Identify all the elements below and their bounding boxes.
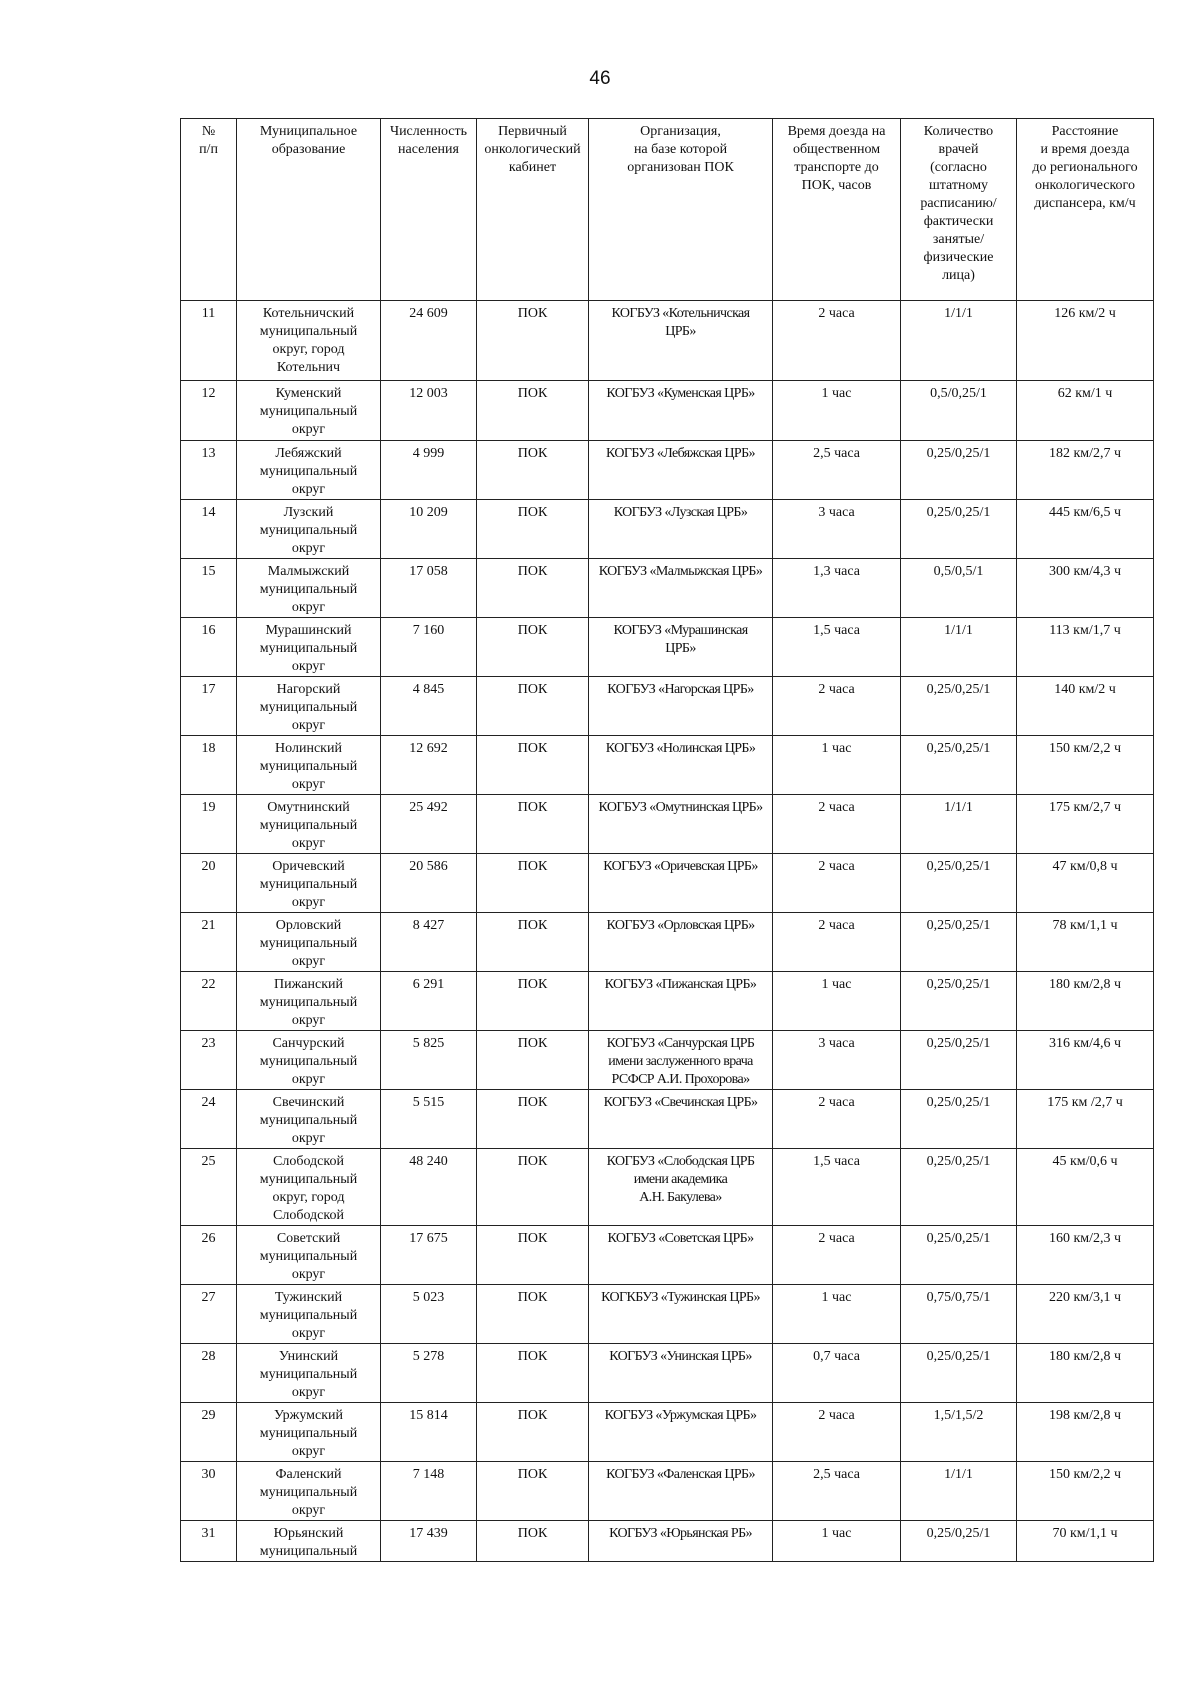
- row-num: 30: [181, 1462, 237, 1521]
- row-num: 15: [181, 559, 237, 618]
- organization-cell: КОГБУЗ «Малмыжская ЦРБ»: [589, 559, 773, 618]
- cabinet-cell: ПОК: [477, 559, 589, 618]
- cabinet-cell: ПОК: [477, 618, 589, 677]
- row-num: 18: [181, 736, 237, 795]
- doctors-cell: 0,25/0,25/1: [901, 1344, 1017, 1403]
- organization-cell: КОГБУЗ «Котельничская ЦРБ»: [589, 301, 773, 381]
- population-cell: 20 586: [381, 854, 477, 913]
- travel-time-cell: 3 часа: [773, 1031, 901, 1090]
- doctors-cell: 1/1/1: [901, 618, 1017, 677]
- row-num: 29: [181, 1403, 237, 1462]
- row-num: 17: [181, 677, 237, 736]
- organization-cell: КОГБУЗ «Свечинская ЦРБ»: [589, 1090, 773, 1149]
- organization-cell: КОГБУЗ «Фаленская ЦРБ»: [589, 1462, 773, 1521]
- row-num: 26: [181, 1226, 237, 1285]
- travel-time-cell: 1 час: [773, 381, 901, 441]
- municipality-cell: Оричевский муниципальный округ: [237, 854, 381, 913]
- table-body: [181, 301, 1154, 1562]
- travel-time-cell: 1 час: [773, 736, 901, 795]
- travel-time-cell: 1,5 часа: [773, 618, 901, 677]
- organization-cell: КОГБУЗ «Лебяжская ЦРБ»: [589, 441, 773, 500]
- distance-cell: 45 км/0,6 ч: [1017, 1149, 1154, 1226]
- distance-cell: 140 км/2 ч: [1017, 677, 1154, 736]
- distance-cell: 300 км/4,3 ч: [1017, 559, 1154, 618]
- table-row: [181, 618, 1154, 677]
- travel-time-cell: 2,5 часа: [773, 441, 901, 500]
- municipality-cell: Лебяжский муниципальный округ: [237, 441, 381, 500]
- row-num: 13: [181, 441, 237, 500]
- organization-cell: КОГБУЗ «Санчурская ЦРБ имени заслуженного врача РСФСР А.И. Прохорова»: [589, 1031, 773, 1090]
- row-num: 22: [181, 972, 237, 1031]
- distance-cell: 47 км/0,8 ч: [1017, 854, 1154, 913]
- population-cell: 4 999: [381, 441, 477, 500]
- table-row: [181, 1031, 1154, 1090]
- table-row: [181, 854, 1154, 913]
- distance-cell: 70 км/1,1 ч: [1017, 1521, 1154, 1562]
- population-cell: 12 692: [381, 736, 477, 795]
- table-row: [181, 1521, 1154, 1562]
- organization-cell: КОГБУЗ «Орловская ЦРБ»: [589, 913, 773, 972]
- row-num: 27: [181, 1285, 237, 1344]
- row-num: 16: [181, 618, 237, 677]
- header-population: Численность населения: [381, 119, 477, 301]
- population-cell: 5 023: [381, 1285, 477, 1344]
- population-cell: 7 148: [381, 1462, 477, 1521]
- organization-cell: КОГБУЗ «Советская ЦРБ»: [589, 1226, 773, 1285]
- organization-cell: КОГБУЗ «Куменская ЦРБ»: [589, 381, 773, 441]
- municipality-cell: Тужинский муниципальный округ: [237, 1285, 381, 1344]
- table-row: [181, 559, 1154, 618]
- distance-cell: 445 км/6,5 ч: [1017, 500, 1154, 559]
- distance-cell: 180 км/2,8 ч: [1017, 1344, 1154, 1403]
- municipality-cell: Слободской муниципальный округ, город Слободской: [237, 1149, 381, 1226]
- distance-cell: 126 км/2 ч: [1017, 301, 1154, 381]
- population-cell: 10 209: [381, 500, 477, 559]
- table-row: [181, 677, 1154, 736]
- cabinet-cell: ПОК: [477, 913, 589, 972]
- distance-cell: 220 км/3,1 ч: [1017, 1285, 1154, 1344]
- travel-time-cell: 2 часа: [773, 677, 901, 736]
- travel-time-cell: 2 часа: [773, 301, 901, 381]
- distance-cell: 182 км/2,7 ч: [1017, 441, 1154, 500]
- cabinet-cell: ПОК: [477, 1031, 589, 1090]
- row-num: 25: [181, 1149, 237, 1226]
- table-row: [181, 1403, 1154, 1462]
- row-num: 12: [181, 381, 237, 441]
- municipality-cell: Уржумский муниципальный округ: [237, 1403, 381, 1462]
- cabinet-cell: ПОК: [477, 1090, 589, 1149]
- row-num: 19: [181, 795, 237, 854]
- cabinet-cell: ПОК: [477, 795, 589, 854]
- travel-time-cell: 2 часа: [773, 795, 901, 854]
- distance-cell: 175 км /2,7 ч: [1017, 1090, 1154, 1149]
- doctors-cell: 1/1/1: [901, 795, 1017, 854]
- cabinet-cell: ПОК: [477, 1403, 589, 1462]
- row-num: 21: [181, 913, 237, 972]
- municipality-cell: Советский муниципальный округ: [237, 1226, 381, 1285]
- doctors-cell: 0,25/0,25/1: [901, 677, 1017, 736]
- municipality-cell: Санчурский муниципальный округ: [237, 1031, 381, 1090]
- municipality-cell: Нагорский муниципальный округ: [237, 677, 381, 736]
- doctors-cell: 0,25/0,25/1: [901, 972, 1017, 1031]
- travel-time-cell: 2 часа: [773, 1403, 901, 1462]
- distance-cell: 113 км/1,7 ч: [1017, 618, 1154, 677]
- table-row: [181, 795, 1154, 854]
- travel-time-cell: 1,5 часа: [773, 1149, 901, 1226]
- table-row: [181, 736, 1154, 795]
- travel-time-cell: 1 час: [773, 1521, 901, 1562]
- row-num: 28: [181, 1344, 237, 1403]
- doctors-cell: 0,25/0,25/1: [901, 1521, 1017, 1562]
- cabinet-cell: ПОК: [477, 500, 589, 559]
- travel-time-cell: 2 часа: [773, 913, 901, 972]
- travel-time-cell: 2 часа: [773, 854, 901, 913]
- population-cell: 48 240: [381, 1149, 477, 1226]
- population-cell: 15 814: [381, 1403, 477, 1462]
- population-cell: 5 515: [381, 1090, 477, 1149]
- travel-time-cell: 2,5 часа: [773, 1462, 901, 1521]
- cabinet-cell: ПОК: [477, 1285, 589, 1344]
- cabinet-cell: ПОК: [477, 677, 589, 736]
- municipality-cell: Свечинский муниципальный округ: [237, 1090, 381, 1149]
- distance-cell: 62 км/1 ч: [1017, 381, 1154, 441]
- header-doctors: Количество врачей (согласно штатному расписанию/ фактически занятые/ физические лица): [901, 119, 1017, 301]
- municipality-cell: Фаленский муниципальный округ: [237, 1462, 381, 1521]
- header-cabinet: Первичный онкологический кабинет: [477, 119, 589, 301]
- distance-cell: 160 км/2,3 ч: [1017, 1226, 1154, 1285]
- population-cell: 17 675: [381, 1226, 477, 1285]
- row-num: 11: [181, 301, 237, 381]
- table-row: [181, 500, 1154, 559]
- population-cell: 12 003: [381, 381, 477, 441]
- organization-cell: КОГБУЗ «Унинская ЦРБ»: [589, 1344, 773, 1403]
- population-cell: 17 058: [381, 559, 477, 618]
- organization-cell: КОГБУЗ «Нолинская ЦРБ»: [589, 736, 773, 795]
- doctors-cell: 0,25/0,25/1: [901, 441, 1017, 500]
- cabinet-cell: ПОК: [477, 441, 589, 500]
- population-cell: 6 291: [381, 972, 477, 1031]
- row-num: 31: [181, 1521, 237, 1562]
- organization-cell: КОГКБУЗ «Тужинская ЦРБ»: [589, 1285, 773, 1344]
- population-cell: 25 492: [381, 795, 477, 854]
- organization-cell: КОГБУЗ «Юрьянская РБ»: [589, 1521, 773, 1562]
- header-organization: Организация, на базе которой организован ПОК: [589, 119, 773, 301]
- page-number: 46: [589, 68, 611, 89]
- organization-cell: КОГБУЗ «Нагорская ЦРБ»: [589, 677, 773, 736]
- distance-cell: 180 км/2,8 ч: [1017, 972, 1154, 1031]
- municipality-cell: Юрьянский муниципальный: [237, 1521, 381, 1562]
- municipality-cell: Котельничский муниципальный округ, город Котельнич: [237, 301, 381, 381]
- population-cell: 5 825: [381, 1031, 477, 1090]
- table-row: [181, 913, 1154, 972]
- cabinet-cell: ПОК: [477, 1344, 589, 1403]
- header-municipality: Муниципальное образование: [237, 119, 381, 301]
- population-cell: 7 160: [381, 618, 477, 677]
- municipality-cell: Орловский муниципальный округ: [237, 913, 381, 972]
- doctors-cell: 0,25/0,25/1: [901, 1149, 1017, 1226]
- table-row: [181, 1149, 1154, 1226]
- municipality-cell: Омутнинский муниципальный округ: [237, 795, 381, 854]
- travel-time-cell: 1 час: [773, 972, 901, 1031]
- table-header-row: [181, 119, 1154, 301]
- population-cell: 5 278: [381, 1344, 477, 1403]
- table-row: [181, 441, 1154, 500]
- population-cell: 8 427: [381, 913, 477, 972]
- population-cell: 17 439: [381, 1521, 477, 1562]
- cabinet-cell: ПОК: [477, 381, 589, 441]
- doctors-cell: 1,5/1,5/2: [901, 1403, 1017, 1462]
- cabinet-cell: ПОК: [477, 1226, 589, 1285]
- cabinet-cell: ПОК: [477, 1462, 589, 1521]
- doctors-cell: 0,5/0,25/1: [901, 381, 1017, 441]
- distance-cell: 150 км/2,2 ч: [1017, 736, 1154, 795]
- header-travel-time: Время доезда на общественном транспорте до ПОК, часов: [773, 119, 901, 301]
- organization-cell: КОГБУЗ «Пижанская ЦРБ»: [589, 972, 773, 1031]
- population-cell: 24 609: [381, 301, 477, 381]
- cabinet-cell: ПОК: [477, 301, 589, 381]
- municipality-cell: Малмыжский муниципальный округ: [237, 559, 381, 618]
- doctors-cell: 1/1/1: [901, 1462, 1017, 1521]
- organization-cell: КОГБУЗ «Слободская ЦРБ имени академика А.Н. Бакулева»: [589, 1149, 773, 1226]
- municipality-cell: Нолинский муниципальный округ: [237, 736, 381, 795]
- row-num: 23: [181, 1031, 237, 1090]
- header-num: № п/п: [181, 119, 237, 301]
- organization-cell: КОГБУЗ «Мурашинская ЦРБ»: [589, 618, 773, 677]
- population-cell: 4 845: [381, 677, 477, 736]
- cabinet-cell: ПОК: [477, 1521, 589, 1562]
- row-num: 20: [181, 854, 237, 913]
- doctors-cell: 0,25/0,25/1: [901, 1090, 1017, 1149]
- table-row: [181, 1226, 1154, 1285]
- table-row: [181, 1090, 1154, 1149]
- oncology-cabinets-table: [180, 118, 1154, 1562]
- doctors-cell: 0,25/0,25/1: [901, 500, 1017, 559]
- cabinet-cell: ПОК: [477, 736, 589, 795]
- table-row: [181, 381, 1154, 441]
- municipality-cell: Куменский муниципальный округ: [237, 381, 381, 441]
- travel-time-cell: 1,3 часа: [773, 559, 901, 618]
- table-row: [181, 1285, 1154, 1344]
- doctors-cell: 0,25/0,25/1: [901, 1226, 1017, 1285]
- table-row: [181, 301, 1154, 381]
- doctors-cell: 0,25/0,25/1: [901, 736, 1017, 795]
- distance-cell: 198 км/2,8 ч: [1017, 1403, 1154, 1462]
- municipality-cell: Лузский муниципальный округ: [237, 500, 381, 559]
- cabinet-cell: ПОК: [477, 972, 589, 1031]
- municipality-cell: Мурашинский муниципальный округ: [237, 618, 381, 677]
- doctors-cell: 1/1/1: [901, 301, 1017, 381]
- doctors-cell: 0,5/0,5/1: [901, 559, 1017, 618]
- travel-time-cell: 3 часа: [773, 500, 901, 559]
- municipality-cell: Унинский муниципальный округ: [237, 1344, 381, 1403]
- organization-cell: КОГБУЗ «Омутнинская ЦРБ»: [589, 795, 773, 854]
- row-num: 14: [181, 500, 237, 559]
- organization-cell: КОГБУЗ «Уржумская ЦРБ»: [589, 1403, 773, 1462]
- header-distance: Расстояние и время доезда до регионального онкологического диспансера, км/ч: [1017, 119, 1154, 301]
- distance-cell: 316 км/4,6 ч: [1017, 1031, 1154, 1090]
- travel-time-cell: 2 часа: [773, 1090, 901, 1149]
- distance-cell: 78 км/1,1 ч: [1017, 913, 1154, 972]
- doctors-cell: 0,25/0,25/1: [901, 854, 1017, 913]
- row-num: 24: [181, 1090, 237, 1149]
- distance-cell: 175 км/2,7 ч: [1017, 795, 1154, 854]
- travel-time-cell: 0,7 часа: [773, 1344, 901, 1403]
- organization-cell: КОГБУЗ «Оричевская ЦРБ»: [589, 854, 773, 913]
- travel-time-cell: 2 часа: [773, 1226, 901, 1285]
- table-row: [181, 972, 1154, 1031]
- cabinet-cell: ПОК: [477, 854, 589, 913]
- table-row: [181, 1462, 1154, 1521]
- doctors-cell: 0,25/0,25/1: [901, 913, 1017, 972]
- travel-time-cell: 1 час: [773, 1285, 901, 1344]
- distance-cell: 150 км/2,2 ч: [1017, 1462, 1154, 1521]
- cabinet-cell: ПОК: [477, 1149, 589, 1226]
- table-row: [181, 1344, 1154, 1403]
- doctors-cell: 0,25/0,25/1: [901, 1031, 1017, 1090]
- organization-cell: КОГБУЗ «Лузская ЦРБ»: [589, 500, 773, 559]
- municipality-cell: Пижанский муниципальный округ: [237, 972, 381, 1031]
- doctors-cell: 0,75/0,75/1: [901, 1285, 1017, 1344]
